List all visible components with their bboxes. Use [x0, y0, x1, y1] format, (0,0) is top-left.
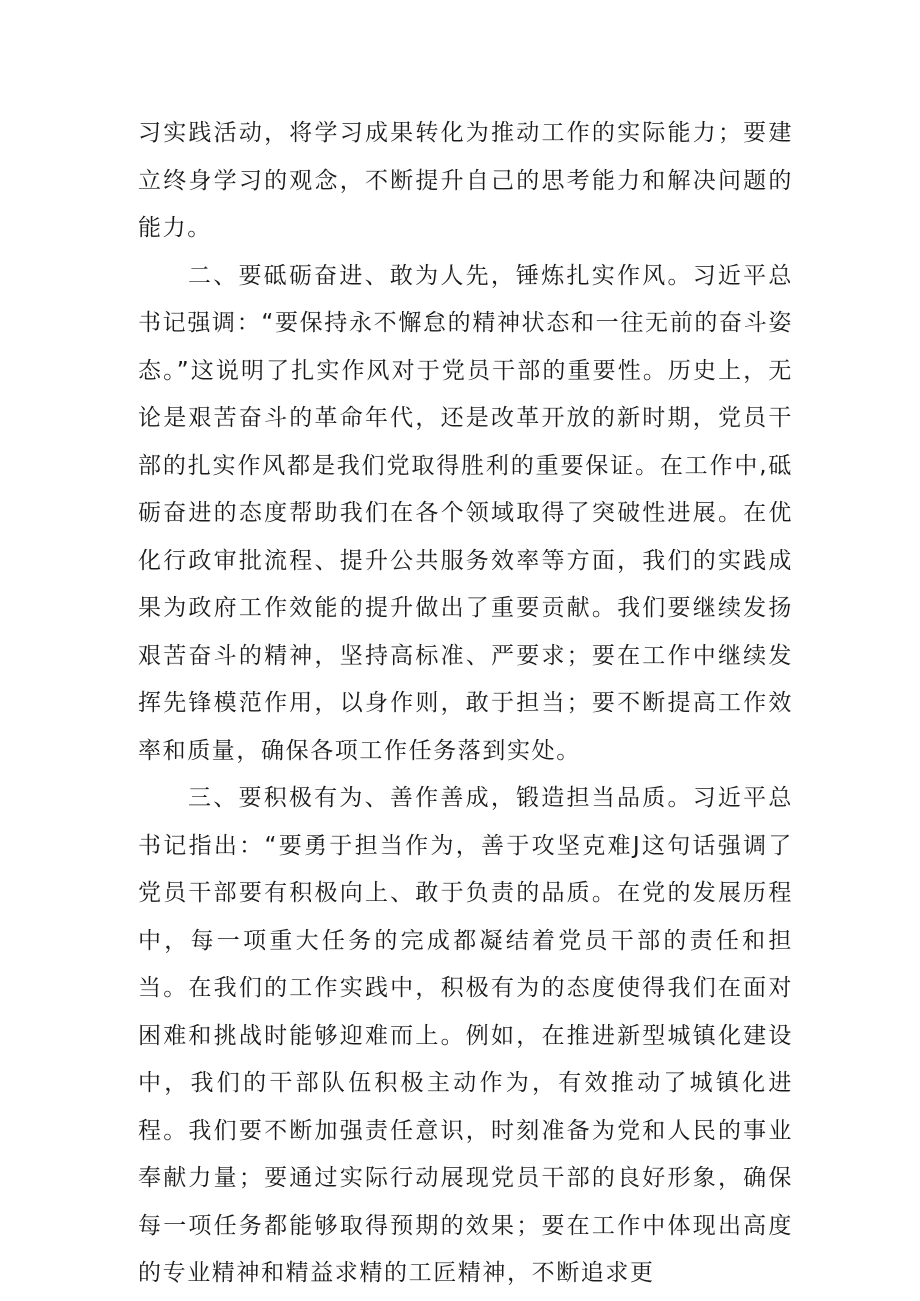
paragraph-continuation: 习实践活动，将学习成果转化为推动工作的实际能力；要建立终身学习的观念，不断提升自己的思考能力和解决问题的能力。	[138, 120, 793, 241]
body-text	[138, 110, 793, 1298]
paragraph-section-three: 三、要积极有为、善作善成，锻造担当品质。习近平总书记指出：“要勇于担当作为，善于攻坚克难J这句话强调了党员干部要有积极向上、敢于负责的品质。在党的发展历程中，每一项重大任务的完成都凝结着党员干部的责任和担当。在我们的工作实践中，积极有为的态度使得我们在面对困难和挑战时能够迎难而上。例如，在推进新型城镇化建设中，我们的干部队伍积极主动作为，有效推动了城镇化进程。我们要不断加强责任意识，时刻准备为党和人民的事业奉献力量；要通过实际行动展现党员干部的良好形象，确保每一项任务都能够取得预期的效果；要在工作中体现出高度的专业精神和精益求精的工匠精神，不断追求更	[138, 785, 793, 1286]
paragraph-section-two: 二、要砥砺奋进、敢为人先，锤炼扎实作风。习近平总书记强调：“要保持永不懈怠的精神状态和一往无前的奋斗姿态。”这说明了扎实作风对于党员干部的重要性。历史上，无论是艰苦奋斗的革命年代，还是改革开放的新时期，党员干部的扎实作风都是我们党取得胜利的重要保证。在工作中,砥砺奋进的态度帮助我们在各个领域取得了突破性进展。在优化行政审批流程、提升公共服务效率等方面，我们的实践成果为政府工作效能的提升做出了重要贡献。我们要继续发扬艰苦奋斗的精神，坚持高标准、严要求；要在工作中继续发挥先锋模范作用，以身作则，敢于担当；要不断提高工作效率和质量，确保各项工作任务落到实处。	[138, 262, 793, 764]
